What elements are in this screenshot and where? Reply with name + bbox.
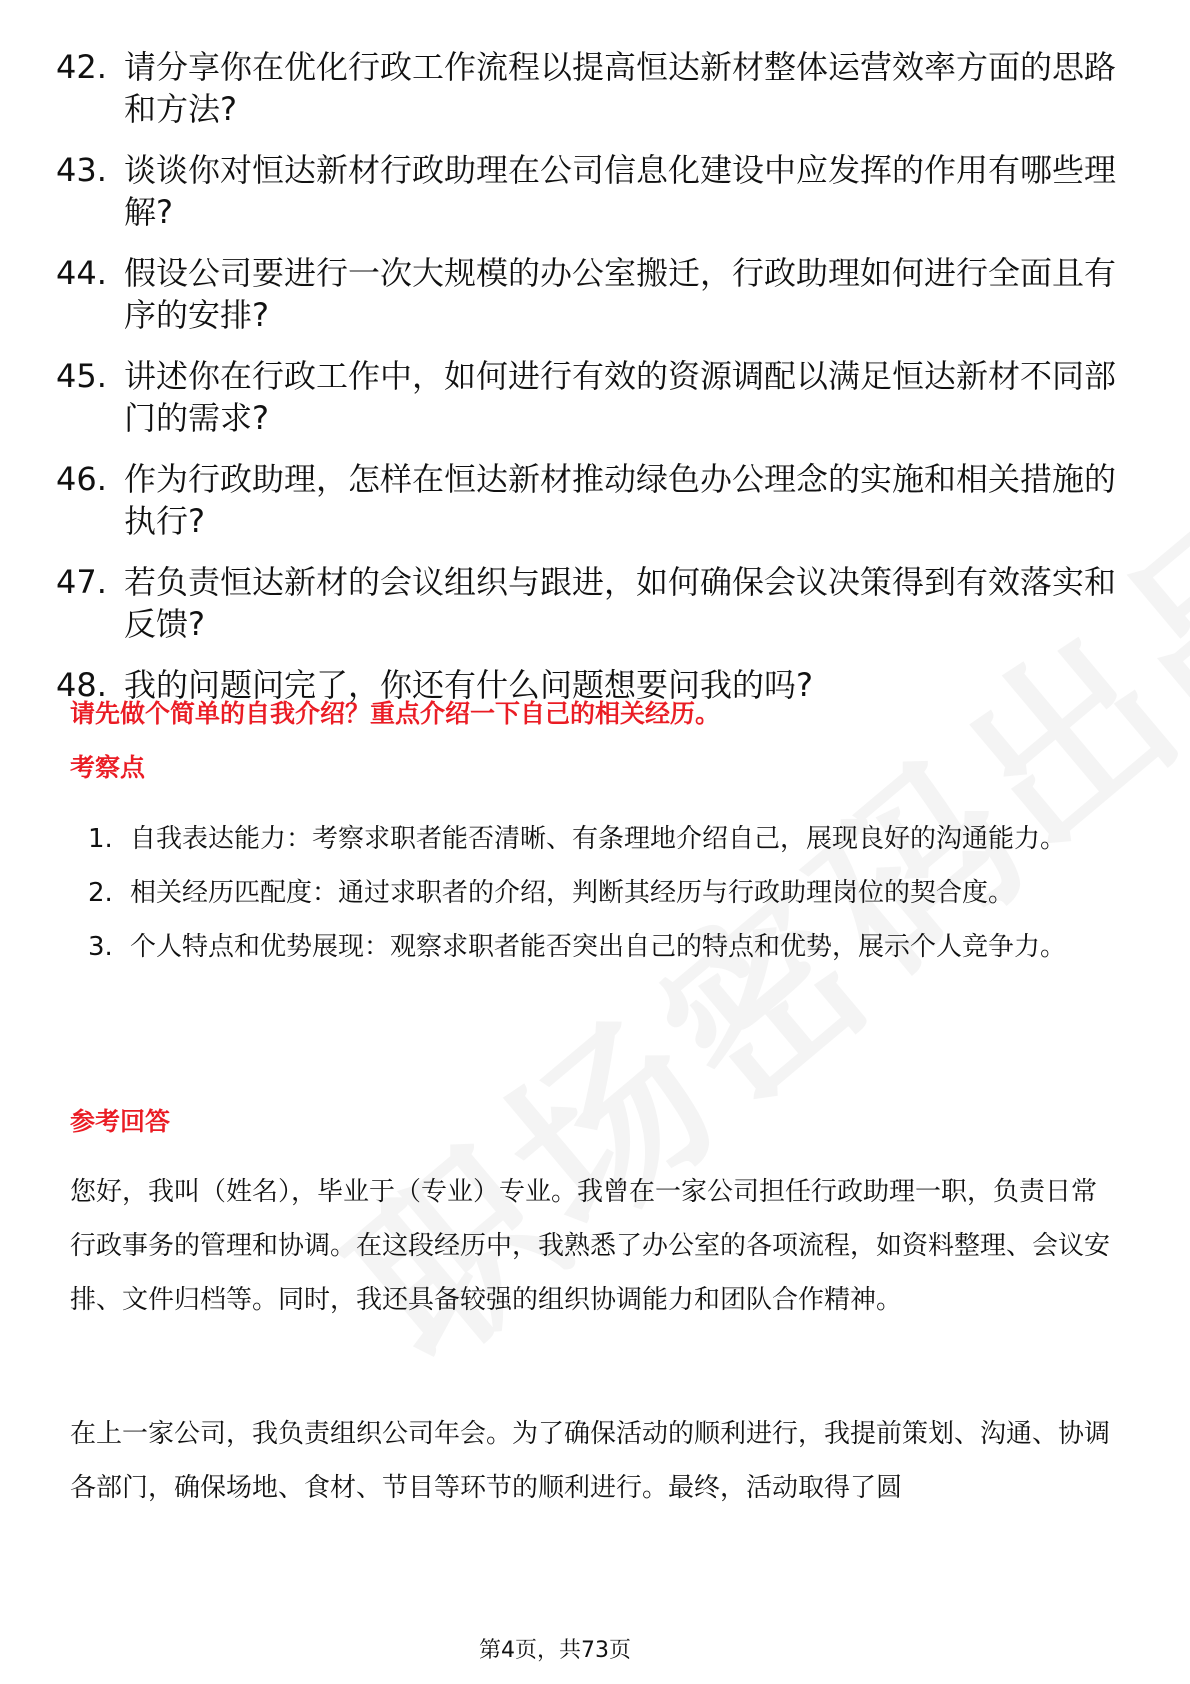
section-question-heading: 请先做个简单的自我介绍？重点介绍一下自己的相关经历。 [70, 699, 721, 728]
question-item [56, 561, 1116, 645]
answer-paragraph: 在上一家公司，我负责组织公司年会。为了确保活动的顺利进行，我提前策划、沟通、协调各部门，确保场地、食材、节目等环节的顺利进行。最终，活动取得了圆 [70, 1419, 1111, 1503]
question-text: 我的问题问完了，你还有什么问题想要问我的吗? [124, 666, 813, 704]
assessment-point [84, 920, 1124, 974]
question-text: 假设公司要进行一次大规模的办公室搬迁，行政助理如何进行全面且有序的安排? [124, 254, 1117, 334]
point-text: 个人特点和优势展现：观察求职者能否突出自己的特点和优势，展示个人竞争力。 [130, 932, 1067, 962]
question-text: 若负责恒达新材的会议组织与跟进，如何确保会议决策得到有效落实和反馈? [124, 563, 1117, 643]
point-text: 自我表达能力：考察求职者能否清晰、有条理地介绍自己，展现良好的沟通能力。 [130, 824, 1067, 854]
assessment-point [84, 866, 1124, 920]
point-number: 1. [88, 824, 113, 854]
answer-paragraph: 您好，我叫（姓名），毕业于（专业）专业。我曾在一家公司担任行政助理一职，负责日常行政事务的管理和协调。在这段经历中，我熟悉了办公室的各项流程，如资料整理、会议安排、文件归档等。同时，我还具备较强的组织协调能力和团队合作精神。 [70, 1177, 1111, 1315]
question-item [56, 46, 1116, 130]
question-item [56, 252, 1116, 336]
question-number: 47. [56, 563, 107, 601]
point-number: 2. [88, 878, 113, 908]
question-text: 谈谈你对恒达新材行政助理在公司信息化建设中应发挥的作用有哪些理解? [124, 151, 1117, 231]
question-list [56, 46, 1116, 725]
page-footer: 第4页，共73页 [479, 1638, 631, 1663]
assessment-point-list [84, 812, 1124, 974]
point-text: 相关经历匹配度：通过求职者的介绍，判断其经历与行政助理岗位的契合度。 [130, 878, 1015, 908]
question-text: 讲述你在行政工作中，如何进行有效的资源调配以满足恒达新材不同部门的需求? [124, 357, 1117, 437]
question-text: 请分享你在优化行政工作流程以提高恒达新材整体运营效率方面的思路和方法? [124, 48, 1117, 128]
question-item [56, 355, 1116, 439]
question-item [56, 149, 1116, 233]
point-number: 3. [88, 932, 113, 962]
question-text: 作为行政助理，怎样在恒达新材推动绿色办公理念的实施和相关措施的执行? [124, 460, 1117, 540]
assessment-point [84, 812, 1124, 866]
question-number: 45. [56, 357, 107, 395]
question-item [56, 458, 1116, 542]
assessment-heading: 考察点 [70, 753, 146, 782]
question-number: 42. [56, 48, 107, 86]
question-number: 48. [56, 666, 107, 704]
question-number: 46. [56, 460, 107, 498]
question-number: 44. [56, 254, 107, 292]
question-number: 43. [56, 151, 107, 189]
answer-heading: 参考回答 [70, 1107, 171, 1136]
